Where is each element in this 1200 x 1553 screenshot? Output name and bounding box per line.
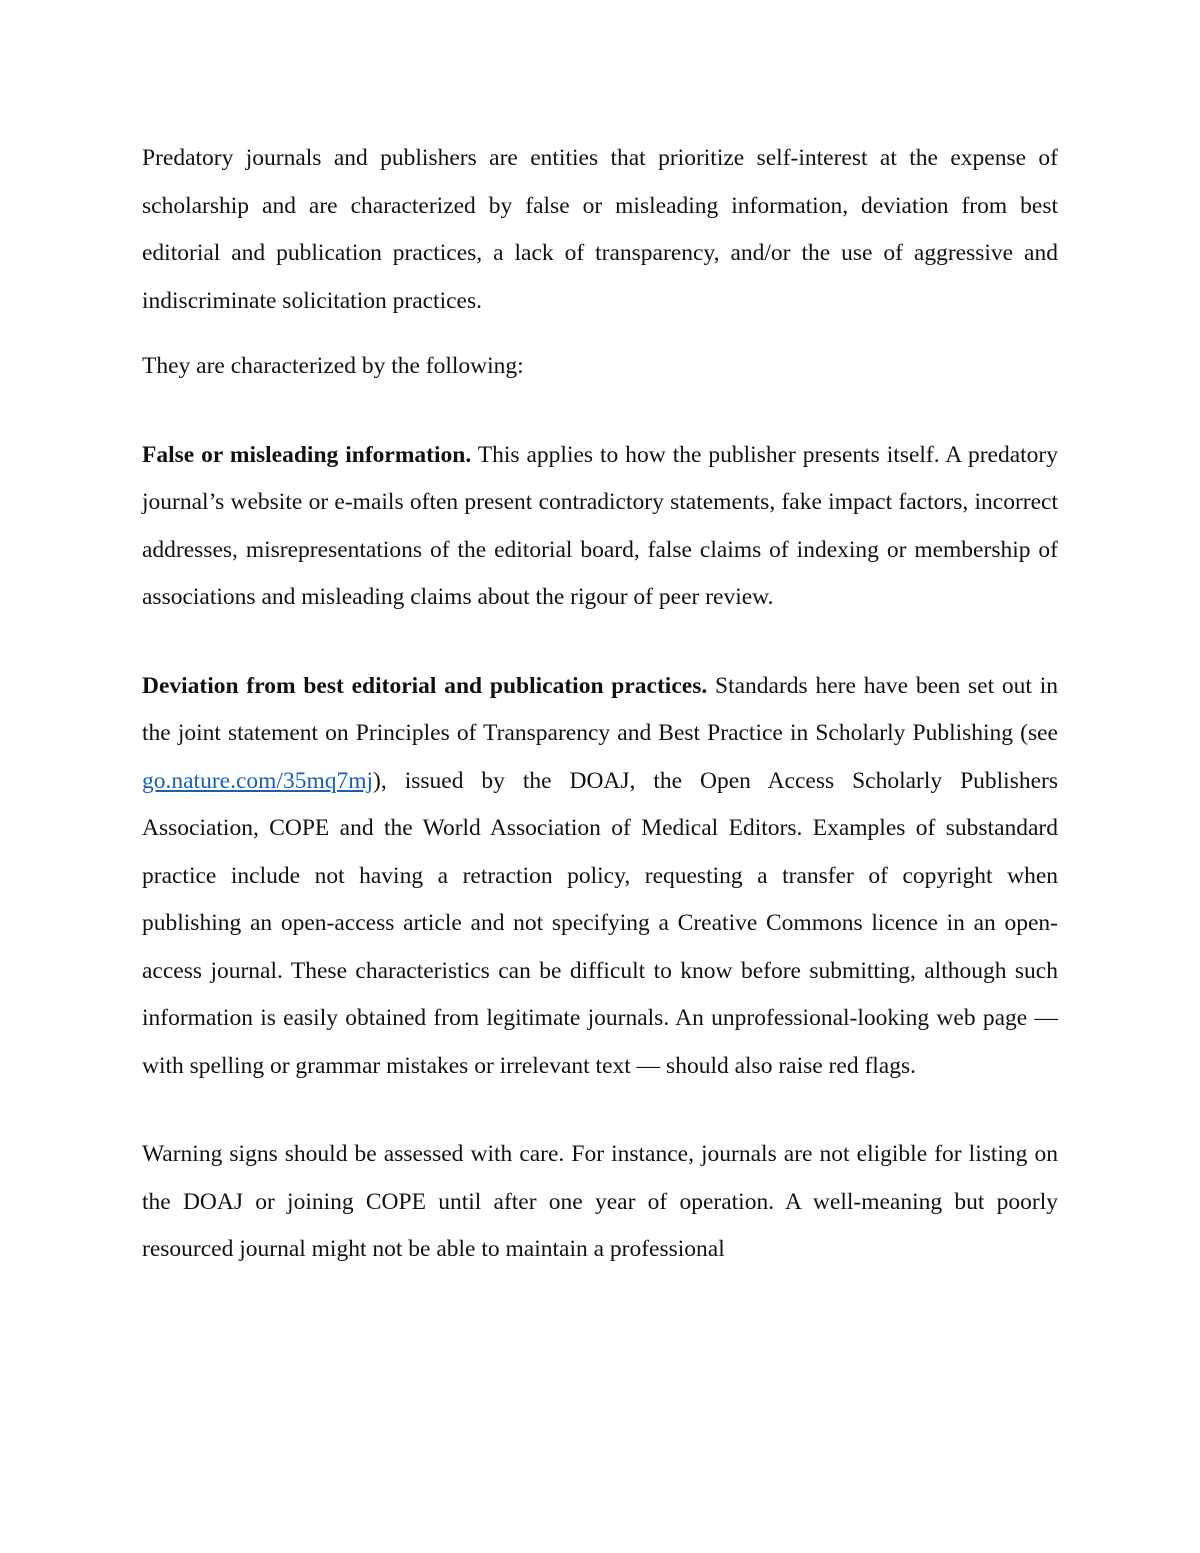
false-info-paragraph	[142, 432, 1058, 622]
deviation-body-after-link: ), issued by the DOAJ, the Open Access Scholarly Publishers Association, COPE and the World Association of Medical Editors. Examples of substandard practice include not having a retraction policy, requesting a transfer of copyright when publishing an open-access article and not specifying a Creative Commons licence in an open-access journal. These characteristics can be difficult to know before submitting, although such information is easily obtained from legitimate journals. An unprofessional-looking web page — with spelling or grammar mistakes or irrelevant text — should also raise red flags.	[142, 767, 1058, 1079]
warning-paragraph: Warning signs should be assessed with care. For instance, journals are not eligible for listing on the DOAJ or joining COPE until after one year of operation. A well-meaning but poorly resourced journal might not be able to maintain a professional	[142, 1141, 1058, 1262]
document-page	[142, 135, 1058, 1274]
false-info-body: This applies to how the publisher presents itself. A predatory journal’s website or e-mails often present contradictory statements, fake impact factors, incorrect addresses, misrepresentations of the editorial board, false claims of indexing or membership of associations and misleading claims about the rigour of peer review.	[142, 441, 1058, 610]
deviation-body-before-link: Standards here have been set out in the joint statement on Principles of Transparency and Best Practice in Scholarly Publishing (see	[142, 672, 1058, 746]
false-info-heading: False or misleading information.	[142, 441, 472, 468]
deviation-paragraph	[142, 663, 1058, 1091]
intro-paragraph: Predatory journals and publishers are entities that prioritize self-interest at the expense of scholarship and are characterized by false or misleading information, deviation from best editorial and publication practices, a lack of transparency, and/or the use of aggressive and indiscriminate solicitation practices.	[142, 145, 1058, 314]
characteristics-intro: They are characterized by the following:	[142, 353, 524, 379]
principles-link[interactable]: go.nature.com/35mq7mj	[142, 767, 374, 794]
deviation-heading: Deviation from best editorial and publication practices.	[142, 672, 708, 699]
